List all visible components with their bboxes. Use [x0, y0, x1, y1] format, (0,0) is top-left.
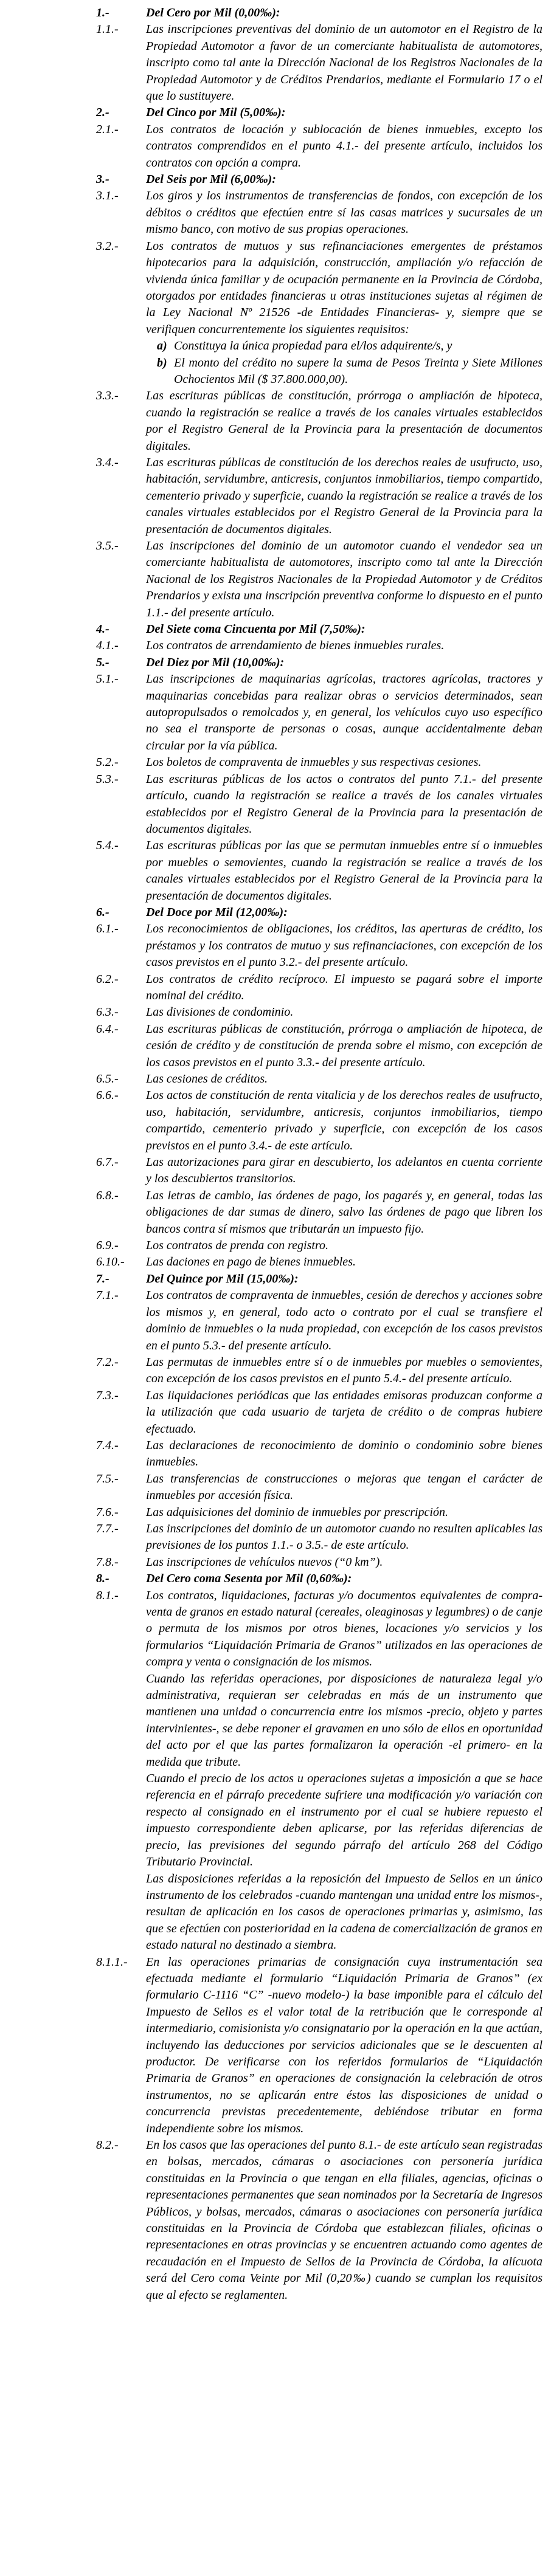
- item-text: Cuando las referidas operaciones, por disposiciones de naturaleza legal y/o administrativa, requieran ser celebradas en más de un instrumento que mantienen una unidad o concurrencia entre los mismos -precio, objeto y partes intervinientes-, se debe reponer el gravamen en uno sólo de ellos en oportunidad del acto por el que las partes formalizaron la operación -el primero- en la medida que tribute.: [146, 1672, 542, 1769]
- item-number: 3.3.-: [96, 389, 119, 403]
- item-text: Los actos de constitución de renta vitalicia y de los derechos reales de usufructo, uso, habitación, servidumbre, anticresis, conjuntos inmobiliarios, tiempo compartido, cementerio privado y superficie, con excepción de los casos previstos en el punto 3.4.- de este artículo.: [146, 1089, 542, 1152]
- list-item: [96, 638, 542, 654]
- item-text: Las declaraciones de reconocimiento de dominio o condominio sobre bienes inmuebles.: [146, 1438, 542, 1469]
- item-number: 6.1.-: [96, 922, 119, 936]
- list-item: [96, 1087, 542, 1154]
- item-text: Los contratos de crédito recíproco. El impuesto se pagará sobre el importe nominal del crédito.: [146, 972, 542, 1002]
- list-item: [96, 1287, 542, 1354]
- item-text: Del Doce por Mil (12,00‰):: [146, 905, 288, 919]
- item-number: 7.5.-: [96, 1472, 119, 1486]
- item-text: Las liquidaciones periódicas que las entidades emisoras produzcan conforme a la utilización que cada usuario de tarjeta de crédito o de compras hubiere efectuado.: [146, 1388, 542, 1436]
- item-text: Las inscripciones preventivas del dominio de un automotor en el Registro de la Propiedad Automotor a favor de un comerciante habitualista de automotores, inscripto como tal ante la Dirección Nacional de los Registros Nacionales de la Propiedad Automotor y de Créditos Prendarios, mediante el Formulario 17 o el que lo sustituyere.: [146, 22, 542, 103]
- list-item: [96, 1354, 542, 1388]
- list-item: [96, 1071, 542, 1087]
- list-item: [96, 921, 542, 971]
- item-text: Las inscripciones del dominio de un automotor cuando el vendedor sea un comerciante habitualista de automotores, inscripto como tal ante la Dirección Nacional de los Registros Nacionales de la Propiedad Automotor y de Créditos Prendarios y exista una inscripción preventiva conforme lo dispuesto en el punto 1.1.- del presente artículo.: [146, 539, 542, 619]
- sub-list-item: [96, 355, 542, 388]
- sub-item-text: Constituya la única propiedad para el/los adquirente/s, y: [174, 339, 452, 353]
- item-number: 5.1.-: [96, 672, 119, 686]
- item-text: Las inscripciones de maquinarias agrícolas, tractores agrícolas, tractores y maquinarias concebidas para realizar obras o servicios determinados, sean autopropulsados o remolcados y, en general, los vehículos cuyo uso específico no sea el transporte de personas o cosas, aunque accidentalmente deban circular por la vía pública.: [146, 672, 542, 752]
- item-number: 3.2.-: [96, 239, 119, 253]
- list-item: [96, 1271, 542, 1287]
- item-number: 5.2.-: [96, 756, 119, 770]
- list-item: [96, 1021, 542, 1071]
- sub-list-item: [96, 338, 542, 354]
- item-text: Los contratos de compraventa de inmuebles, cesión de derechos y acciones sobre los mismos y, en general, todo acto o contrato por el cual se transfiere el dominio de inmuebles o la nuda propiedad, con excepción de los casos previstos en el punto 5.3.- del presente artículo.: [146, 1289, 542, 1352]
- item-text: Los contratos de prenda con registro.: [146, 1239, 328, 1253]
- item-text: Las escrituras públicas de los actos o contratos del punto 7.1.- del presente artículo, cuando la registración se realice a través de los canales virtuales establecidos por el Registro General de la Provincia para la presentación de documentos digitales.: [146, 772, 542, 836]
- item-number: 6.2.-: [96, 972, 119, 986]
- stamp-tax-rate-list: [96, 5, 542, 2304]
- item-number: 6.8.-: [96, 1188, 119, 1202]
- item-text: Cuando el precio de los actos u operaciones sujetas a imposición a que se hace referencia en el párrafo precedente sufriere una modificación y/o variación con respecto al consignado en el instrumento por el cual se hubiere repuesto el impuesto correspondiente deben aplicarse, por las referidas diferencias de precio, las previsiones del segundo párrafo del artículo 268 del Código Tributario Provincial.: [146, 1772, 542, 1869]
- item-text: Las permutas de inmuebles entre sí o de inmuebles por muebles o semovientes, con excepción de los casos previstos en el punto 5.4.- del presente artículo.: [146, 1355, 542, 1386]
- item-text: Del Siete coma Cincuenta por Mil (7,50‰):: [146, 622, 366, 636]
- item-number: 3.-: [96, 173, 109, 187]
- item-text: Las inscripciones del dominio de un automotor cuando no resulten aplicables las previsiones de los puntos 1.1.- o 3.5.- de este artículo.: [146, 1521, 542, 1552]
- sub-item-marker: b): [157, 356, 167, 370]
- item-number: 5.4.-: [96, 839, 119, 853]
- list-item: [96, 1388, 542, 1438]
- item-number: 3.1.-: [96, 189, 119, 203]
- item-number: 6.7.-: [96, 1155, 119, 1169]
- item-number: 6.9.-: [96, 1239, 119, 1253]
- item-number: 8.-: [96, 1572, 109, 1586]
- list-item: [96, 455, 542, 538]
- item-number: 6.6.-: [96, 1089, 119, 1103]
- item-text: Las escrituras públicas de constitución, prórroga o ampliación de hipoteca, cuando la registración se realice a través de los canales virtuales establecidos por el Registro General de la Provincia para la presentación de documentos digitales.: [146, 389, 542, 453]
- list-item: [96, 1438, 542, 1471]
- list-item: [96, 754, 542, 771]
- item-text: En los casos que las operaciones del punto 8.1.- de este artículo sean registradas en bolsas, mercados, cámaras o asociaciones con personería jurídica constituidas en la Provincia o que tengan en ella filiales, agencias, oficinas o representaciones permanentes que sean nominados por la Secretaría de Ingresos Públicos, y bolsas, mercados, cámaras o asociaciones con personería jurídica constituidas en la Provincia de Córdoba que establezcan filiales, oficinas o representaciones en otras provincias y se encuentren actuando como agentes de recaudación en el Impuesto de Sellos de la Provincia de Córdoba, la alícuota será del Cero coma Veinte por Mil (0,20‰) cuando se cumplan los requisitos que al efecto se reglamenten.: [146, 2138, 542, 2302]
- item-text: Los reconocimientos de obligaciones, los créditos, las aperturas de crédito, los préstamos y los contratos de mutuo y sus refinanciaciones, con excepción de los casos previstos en el punto 3.2.- del presente artículo.: [146, 922, 542, 969]
- item-text: Del Diez por Mil (10,00‰):: [146, 655, 285, 669]
- item-text: Del Seis por Mil (6,00‰):: [146, 173, 276, 187]
- list-item: [96, 1504, 542, 1521]
- item-text: Del Cero por Mil (0,00‰):: [146, 6, 280, 19]
- list-item: [96, 1521, 542, 1554]
- item-text: Las letras de cambio, las órdenes de pago, los pagarés y, en general, todas las obligaciones de dar sumas de dinero, salvo las órdenes de pago que libren los bancos contra sí mismos que tributarán un impuesto fijo.: [146, 1188, 542, 1236]
- item-number: 5.3.-: [96, 772, 119, 786]
- list-item: [96, 1588, 542, 1671]
- list-item: [96, 21, 542, 105]
- list-item: [96, 1954, 542, 2137]
- list-item: [96, 171, 542, 188]
- item-text: Las disposiciones referidas a la reposición del Impuesto de Sellos en un único instrumento de los celebrados -cuando mantengan una unidad entre los mismos-, resultan de aplicación en los casos de operaciones primarias y, asimismo, las que se efectúen con posterioridad en la cadena de comercialización de granos en estado natural no destinado a siembra.: [146, 1872, 542, 1952]
- item-number: 7.2.-: [96, 1355, 119, 1369]
- list-item: [96, 1254, 542, 1270]
- list-item: [96, 655, 542, 671]
- item-text: Las escrituras públicas de constitución de los derechos reales de usufructo, uso, habitación, servidumbre, anticresis, conjuntos inmobiliarios, tiempo compartido, cementerio privado y superficie, cuando la registración se realice a través de los canales virtuales establecidos por el Registro General de la Provincia para la presentación de documentos digitales.: [146, 455, 542, 536]
- list-item: [96, 904, 542, 921]
- list-item: [96, 671, 542, 754]
- item-text: Los contratos de arrendamiento de bienes inmuebles rurales.: [146, 639, 445, 653]
- item-text: Del Quince por Mil (15,00‰):: [146, 1272, 299, 1286]
- item-number: 6.3.-: [96, 1005, 119, 1019]
- item-text: Las divisiones de condominio.: [146, 1005, 294, 1019]
- item-number: 2.1.-: [96, 122, 119, 136]
- item-text: Las adquisiciones del dominio de inmuebles por prescripción.: [146, 1505, 448, 1519]
- item-text: Las autorizaciones para girar en descubierto, los adelantos en cuenta corriente y los descubiertos transitorios.: [146, 1155, 542, 1186]
- item-number: 7.6.-: [96, 1505, 119, 1519]
- item-text: Los giros y los instrumentos de transferencias de fondos, con excepción de los débitos o créditos que efectúen entre sí las casas matrices y sucursales de un mismo banco, con motivo de sus propias operaciones.: [146, 189, 542, 236]
- list-item: [96, 1154, 542, 1188]
- list-item: [96, 2137, 542, 2304]
- item-number: 7.7.-: [96, 1521, 119, 1535]
- item-text: Del Cero coma Sesenta por Mil (0,60‰):: [146, 1572, 352, 1586]
- item-text: Del Cinco por Mil (5,00‰):: [146, 106, 286, 120]
- list-item: [96, 388, 542, 455]
- item-text: Los boletos de compraventa de inmuebles y sus respectivas cesiones.: [146, 756, 482, 770]
- list-item: [96, 105, 542, 121]
- item-text: Los contratos de mutuos y sus refinanciaciones emergentes de préstamos hipotecarios para la adquisición, construcción, ampliación y/o refacción de vivienda única familiar y de ocupación permanente en la Provincia de Córdoba, otorgados por entidades financieras u otras instituciones sujetas al régimen de la Ley Nacional Nº 21526 -de Entidades Financieras- y, siempre que se verifiquen concurrentemente los siguientes requisitos:: [146, 239, 542, 336]
- item-text: Las daciones en pago de bienes inmuebles.: [146, 1255, 356, 1269]
- item-text: Las transferencias de construcciones o mejoras que tengan el carácter de inmuebles por accesión física.: [146, 1472, 542, 1503]
- item-number: 7.8.-: [96, 1555, 119, 1569]
- item-text: Las cesiones de créditos.: [146, 1072, 268, 1086]
- item-number: 6.5.-: [96, 1072, 119, 1086]
- list-item: [96, 1871, 542, 1954]
- item-text: Los contratos, liquidaciones, facturas y/o documentos equivalentes de compra-venta de granos en estado natural (cereales, oleaginosas y legumbres) o de canje o permuta de los mismos por otros bienes, locaciones y/o servicios y los formularios “Liquidación Primaria de Granos” utilizados en las operaciones de compra y venta o consignación de los mismos.: [146, 1588, 542, 1669]
- item-number: 7.3.-: [96, 1388, 119, 1402]
- list-item: [96, 1671, 542, 1771]
- list-item: [96, 1004, 542, 1021]
- item-number: 5.-: [96, 655, 109, 669]
- item-number: 7.1.-: [96, 1289, 119, 1303]
- item-number: 8.1.-: [96, 1588, 119, 1602]
- item-number: 7.-: [96, 1272, 109, 1286]
- sub-item-text: El monto del crédito no supere la suma de Pesos Treinta y Siete Millones Ochocientos Mil ($ 37.800.000,00).: [174, 356, 542, 386]
- item-number: 8.1.1.-: [96, 1955, 128, 1969]
- list-item: [96, 971, 542, 1005]
- list-item: [96, 771, 542, 838]
- list-item: [96, 1554, 542, 1571]
- item-text: Los contratos de locación y sublocación de bienes inmuebles, excepto los contratos comprendidos en el punto 4.1.- del presente artículo, incluidos los contratos con opción a compra.: [146, 122, 542, 170]
- list-item: [96, 1238, 542, 1254]
- list-item: [96, 238, 542, 338]
- item-number: 6.4.-: [96, 1022, 119, 1036]
- item-number: 6.10.-: [96, 1255, 125, 1269]
- item-number: 7.4.-: [96, 1438, 119, 1452]
- item-number: 6.-: [96, 905, 109, 919]
- list-item: [96, 1471, 542, 1504]
- item-number: 1.1.-: [96, 22, 119, 36]
- item-number: 3.5.-: [96, 539, 119, 553]
- list-item: [96, 5, 542, 21]
- list-item: [96, 838, 542, 904]
- item-text: Las escrituras públicas de constitución, prórroga o ampliación de hipoteca, de cesión de crédito y de constitución de prenda sobre el mismo, con excepción de los casos previstos en el punto 3.3.- del presente artículo.: [146, 1022, 542, 1069]
- sub-item-marker: a): [157, 339, 167, 353]
- item-text: Las inscripciones de vehículos nuevos (“0 km”).: [146, 1555, 383, 1569]
- item-number: 3.4.-: [96, 455, 119, 469]
- item-number: 8.2.-: [96, 2138, 119, 2152]
- item-text: Las escrituras públicas por las que se permutan inmuebles entre sí o inmuebles por muebles o semovientes, cuando la registración se realice a través de los canales virtuales establecidos por el Registro General de la Provincia para la presentación de documentos digitales.: [146, 839, 542, 903]
- list-item: [96, 188, 542, 238]
- item-number: 4.-: [96, 622, 109, 636]
- list-item: [96, 1188, 542, 1238]
- list-item: [96, 122, 542, 171]
- item-number: 4.1.-: [96, 639, 119, 653]
- list-item: [96, 538, 542, 621]
- item-number: 1.-: [96, 6, 109, 19]
- list-item: [96, 1771, 542, 1870]
- list-item: [96, 621, 542, 638]
- item-number: 2.-: [96, 106, 109, 120]
- item-text: En las operaciones primarias de consignación cuya instrumentación sea efectuada mediante el formulario “Liquidación Primaria de Granos” (ex formulario C-1116 “C” -nuevo modelo-) la base imponible para el cálculo del Impuesto de Sellos es el valor total de la retribución que le corresponde al intermediario, comisionista y/o consignatario por la operación en la que actúan, incluyendo las deducciones por servicios adicionales que se le descuenten al productor. De verificarse con los referidos formularios de “Liquidación Primaria de Granos” en operaciones de consignación la celebración de otros instrumentos, no se aplicarán entre éstos las disposiciones de unidad o concurrencia previstas precedentemente, debiéndose tributar en forma independiente sobre los mismos.: [146, 1955, 542, 2135]
- list-item: [96, 1571, 542, 1587]
